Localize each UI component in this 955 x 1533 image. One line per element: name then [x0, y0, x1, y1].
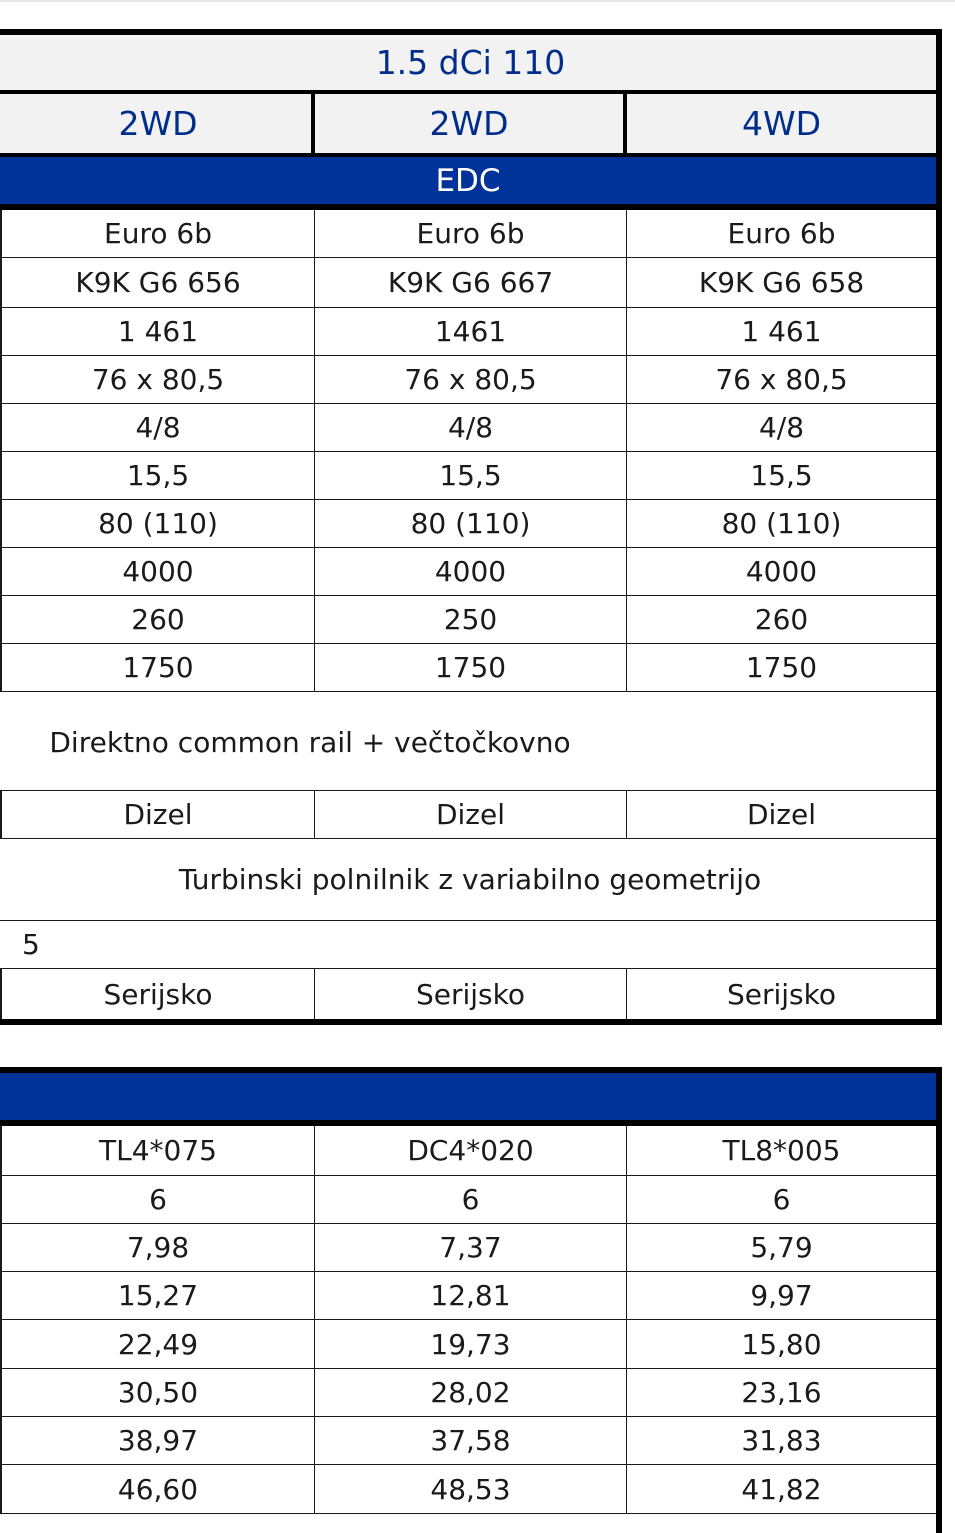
table-cell: Euro 6b [0, 210, 315, 257]
table-row [0, 548, 936, 596]
table-row [0, 308, 936, 356]
table-cell: 7,98 [0, 1224, 315, 1271]
table-border-right [936, 1067, 942, 1533]
table-cell: 4/8 [315, 404, 627, 451]
fuel-cell: Dizel [746, 798, 817, 831]
table-cell: Euro 6b [315, 210, 627, 257]
gearbox-code-row [0, 1126, 936, 1176]
table-cell: 6 [0, 1176, 315, 1223]
table-cell: 80 (110) [0, 500, 315, 547]
drive-col-1: 2WD [5, 94, 315, 153]
table-row [0, 596, 936, 644]
table-cell: 76 x 80,5 [715, 363, 848, 396]
edc-label: EDC [435, 162, 501, 199]
table-row [0, 1369, 936, 1417]
table-cell: 12,81 [315, 1272, 627, 1319]
table-row [0, 500, 936, 548]
table-cell: 9,97 [750, 1279, 813, 1312]
table-cell: 1750 [0, 644, 315, 691]
gearbox-label [0, 1073, 936, 1120]
engine-title: 1.5 dCi 110 [375, 43, 566, 82]
table-cell: 15,5 [0, 452, 315, 499]
top-divider [0, 0, 955, 2]
table-cell: 260 [0, 596, 315, 643]
table-cell: 30,50 [0, 1369, 315, 1416]
table-cell: 1750 [315, 644, 627, 691]
table-cell: K9K G6 656 [0, 258, 315, 307]
standard-row [0, 969, 936, 1019]
table-cell: 80 (110) [721, 507, 842, 540]
table-cell: 15,5 [315, 452, 627, 499]
table-row [0, 1417, 936, 1465]
table-cell: 260 [754, 603, 809, 636]
table-row [0, 356, 936, 404]
gearbox-code: TL8*005 [722, 1134, 841, 1167]
table-cell: 80 (110) [315, 500, 627, 547]
table-cell: 15,80 [741, 1327, 822, 1361]
gearbox-code: TL4*075 [0, 1126, 315, 1175]
table-cell: Euro 6b [727, 217, 836, 250]
drive-header-row [0, 94, 936, 157]
table-row [0, 1176, 936, 1224]
table-row [0, 210, 936, 258]
fuel-cell: Dizel [315, 791, 627, 838]
table-cell: 6 [315, 1176, 627, 1223]
table-cell: 4/8 [758, 411, 805, 444]
table-cell: K9K G6 658 [698, 266, 865, 299]
table-cell: 4000 [315, 548, 627, 595]
table-row [0, 644, 936, 692]
standard-cell: Serijsko [726, 977, 836, 1011]
fuel-row [0, 791, 936, 839]
drive-col-2: 2WD [315, 94, 627, 153]
table-cell: 38,97 [0, 1417, 315, 1464]
table-row [0, 452, 936, 500]
table-cell: 48,53 [315, 1465, 627, 1513]
turbo-row [0, 839, 936, 921]
engine-spec-table [0, 29, 942, 1025]
table-row [0, 258, 936, 308]
table-cell: 23,16 [741, 1376, 822, 1409]
table-row [0, 1272, 936, 1320]
standard-cell: Serijsko [0, 969, 315, 1019]
fuel-cell: Dizel [0, 791, 315, 838]
table-cell: 5,79 [750, 1231, 813, 1264]
table-cell: 37,58 [315, 1417, 627, 1464]
injection-row [0, 695, 936, 791]
table-cell: 15,5 [750, 459, 813, 492]
table-cell: 1461 [315, 308, 627, 355]
edc-section-bar [0, 157, 936, 210]
table-cell: 22,49 [0, 1320, 315, 1368]
gearbox-section-bar [0, 1073, 936, 1126]
table-row [0, 404, 936, 452]
table-cell: 28,02 [315, 1369, 627, 1416]
injection-text: Direktno common rail + večtočkovno [49, 726, 571, 759]
gearbox-spec-table [0, 1067, 942, 1533]
table-row [0, 1224, 936, 1272]
table-cell: 250 [315, 596, 627, 643]
gearbox-code: DC4*020 [315, 1126, 627, 1175]
table-cell: 1 461 [0, 308, 315, 355]
table-cell: 4000 [745, 555, 818, 588]
table-cell: 6 [772, 1183, 791, 1216]
table-row [0, 1465, 936, 1514]
table-cell: 15,27 [0, 1272, 315, 1319]
table-cell: 46,60 [0, 1465, 315, 1513]
standard-cell: Serijsko [315, 969, 627, 1019]
table-cell: 4000 [0, 548, 315, 595]
table-cell: 76 x 80,5 [0, 356, 315, 403]
table-cell: 1 461 [741, 315, 822, 348]
table-cell: 76 x 80,5 [315, 356, 627, 403]
table-cell: 31,83 [741, 1424, 822, 1457]
table-cell: K9K G6 667 [315, 258, 627, 307]
turbo-text: Turbinski polnilnik z variabilno geometrijo [178, 863, 762, 896]
table-cell: 7,37 [315, 1224, 627, 1271]
table-border-bottom [0, 1019, 942, 1025]
drive-col-3: 4WD [741, 104, 822, 143]
engine-title-row [0, 35, 936, 94]
table-cell: 19,73 [315, 1320, 627, 1368]
table-cell: 41,82 [741, 1472, 822, 1506]
number-row [0, 921, 936, 969]
table-row [0, 1320, 936, 1369]
table-cell: 1750 [745, 651, 818, 684]
number-text: 5 [22, 928, 40, 961]
table-cell: 4/8 [0, 404, 315, 451]
